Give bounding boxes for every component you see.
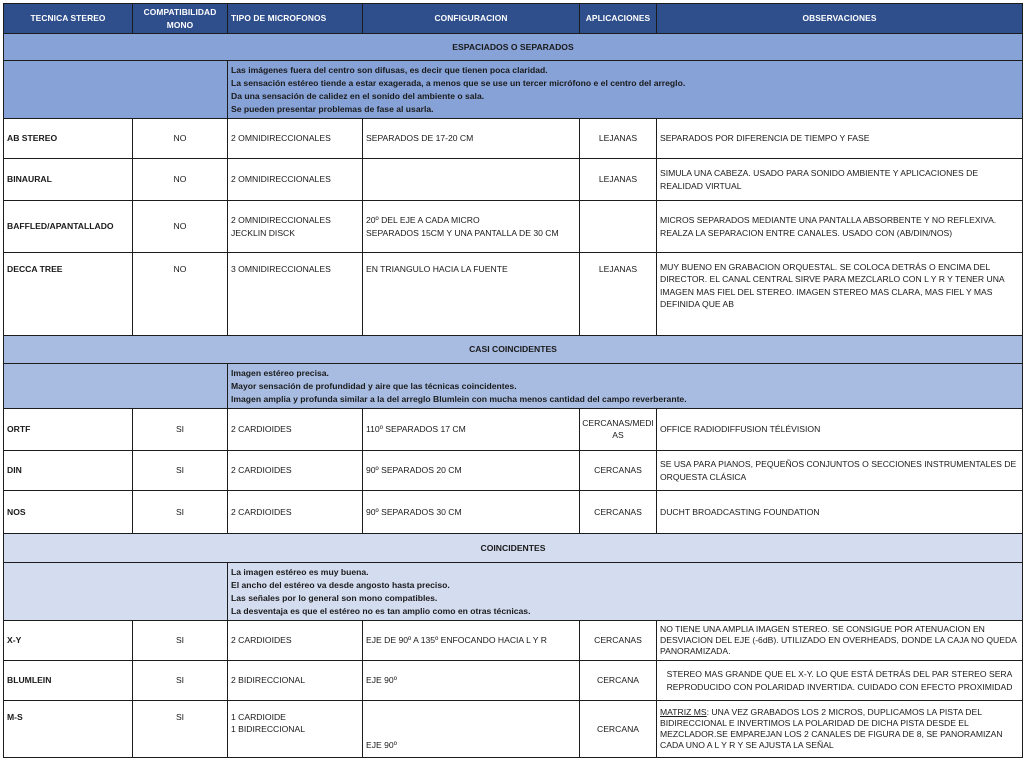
cell-compat: SI [133,661,228,701]
table-row [4,491,1023,534]
cell-config [363,701,580,758]
tipo-line: 1 CARDIOIDE [231,712,286,722]
header-compatibilidad: COMPATIBILIDAD MONO [133,4,228,34]
cell-aplic [580,201,657,253]
cell-aplic: CERCANAS [580,451,657,491]
header-tecnica: TECNICA STEREO [4,4,133,34]
note-line: Se pueden presentar problemas de fase al usarla. [231,103,434,114]
cell-tecnica: DECCA TREE [4,253,133,336]
table-row [4,451,1023,491]
header-aplicaciones: APLICACIONES [580,4,657,34]
cell-config [363,621,580,661]
cell-aplic: CERCANAS/MEDIAS [580,409,657,451]
section-band [4,534,1023,563]
note-line: Mayor sensación de profundidad y aire que las técnicas coincidentes. [231,380,517,391]
config-line: SEPARADOS DE 17-20 CM [366,133,474,144]
tipo-line: 2 CARDIOIDES [231,506,292,517]
cell-compat: SI [133,701,228,758]
cell-aplic: LEJANAS [580,119,657,159]
cell-compat: NO [133,201,228,253]
cell-compat: NO [133,159,228,201]
note-line: Imagen estéreo precisa. [231,368,329,378]
section-title: COINCIDENTES [4,534,1023,563]
note-line: La sensación estéreo tiende a estar exagerada, a menos que se use un tercer micrófono e el centro del arreglo. [231,77,686,88]
cell-tipo [228,253,363,336]
cell-config [363,119,580,159]
cell-aplic: CERCANAS [580,491,657,534]
cell-tecnica: BINAURAL [4,159,133,201]
stereo-techniques-table [3,3,1023,758]
cell-tipo [228,621,363,661]
cell-compat: SI [133,491,228,534]
section-title: ESPACIADOS O SEPARADOS [4,34,1023,61]
header-row [4,4,1023,34]
table-row [4,253,1023,336]
tipo-line: 3 OMNIDIRECCIONALES [231,264,331,274]
header-configuracion: CONFIGURACION [363,4,580,34]
cell-tecnica: BAFFLED/APANTALLADO [4,201,133,253]
note-line: Da una sensación de calidez en el sonido del ambiente o sala. [231,90,485,101]
cell-aplic: CERCANAS [580,621,657,661]
header-tipo: TIPO DE MICROFONOS [228,4,363,34]
cell-aplic: CERCANA [580,701,657,758]
cell-tipo [228,491,363,534]
cell-compat: NO [133,119,228,159]
cell-obs: MUY BUENO EN GRABACION ORQUESTAL. SE COLOCA DETRÁS O ENCIMA DEL DIRECTOR. EL CANAL CENTRAL SIRVE PARA MEZCLARLO CON L Y R Y TENER UNA IMAGEN MAS FIEL DEL STEREO. IMAGEN STEREO MAS CLARA, MAS FIEL Y MAS DEFINIDA QUE AB [657,253,1023,336]
table-row [4,409,1023,451]
table-row [4,701,1023,758]
cell-compat: SI [133,621,228,661]
cell-obs: NO TIENE UNA AMPLIA IMAGEN STEREO. SE CONSIGUE POR ATENUACION EN DESVIACION DEL EJE (-6dB). UTILIZADO EN OVERHEADS, DONDE LA CAJA NO QUEDA PANORAMIZADA. [657,621,1023,661]
cell-tecnica: NOS [4,491,133,534]
table-row [4,661,1023,701]
note-line: Imagen amplia y profunda similar a la del arreglo Blumlein con mucha menos cantidad del campo reverberante. [231,393,687,404]
cell-tecnica: AB STEREO [4,119,133,159]
config-line: 20º DEL EJE A CADA MICRO [366,215,480,226]
note-line: La imagen estéreo es muy buena. [231,567,369,577]
cell-tipo [228,119,363,159]
cell-obs [657,701,1023,758]
tipo-line: 2 CARDIOIDES [231,424,292,435]
section-notes [4,364,1023,409]
cell-obs: STEREO MAS GRANDE QUE EL X-Y. LO QUE ESTÁ DETRÁS DEL PAR STEREO SERA REPRODUCIDO CON POLARIDAD INVERTIDA. CUIDADO CON EFECTO PROXIMIDAD [657,661,1023,701]
cell-tecnica: DIN [4,451,133,491]
cell-config [363,491,580,534]
cell-obs: SEPARADOS POR DIFERENCIA DE TIEMPO Y FASE [657,119,1023,159]
tipo-line: 2 BIDIRECCIONAL [231,675,306,686]
cell-tipo [228,661,363,701]
table-row [4,119,1023,159]
section-band [4,336,1023,364]
matriz-ms-label: MATRIZ MS [660,706,707,717]
cell-compat: SI [133,451,228,491]
tipo-line: 2 CARDIOIDES [231,465,292,476]
cell-config [363,661,580,701]
cell-obs: SIMULA UNA CABEZA. USADO PARA SONIDO AMBIENTE Y APLICACIONES DE REALIDAD VIRTUAL [657,159,1023,201]
cell-config [363,451,580,491]
cell-config [363,159,580,201]
config-line: EJE DE 90º A 135º ENFOCANDO HACIA L Y R [366,635,547,646]
tipo-line: JECKLIN DISCK [231,227,295,238]
cell-aplic: LEJANAS [580,253,657,336]
tipo-line: 2 CARDIOIDES [231,635,292,646]
cell-compat: SI [133,409,228,451]
tipo-line: 1 BIDIRECCIONAL [231,724,306,735]
cell-tecnica: X-Y [4,621,133,661]
header-observaciones: OBSERVACIONES [657,4,1023,34]
section-band [4,34,1023,61]
table-row [4,621,1023,661]
tipo-line: 2 OMNIDIRECCIONALES [231,133,331,144]
section-title: CASI COINCIDENTES [4,336,1023,364]
config-line: 90º SEPARADOS 20 CM [366,465,462,476]
cell-tipo [228,451,363,491]
config-line: EJE 90º [366,675,397,686]
table-row [4,159,1023,201]
cell-config [363,253,580,336]
config-line: 110º SEPARADOS 17 CM [366,424,466,435]
cell-obs: SE USA PARA PIANOS, PEQUEÑOS CONJUNTOS O SECCIONES INSTRUMENTALES DE ORQUESTA CLÁSICA [657,451,1023,491]
cell-tipo [228,159,363,201]
note-line: Las señales por lo general son mono compatibles. [231,592,438,603]
table-row [4,201,1023,253]
cell-aplic: CERCANA [580,661,657,701]
tipo-line: 2 OMNIDIRECCIONALES [231,215,331,226]
cell-tipo [228,701,363,758]
cell-tipo [228,409,363,451]
cell-tecnica: ORTF [4,409,133,451]
cell-obs: MICROS SEPARADOS MEDIANTE UNA PANTALLA ABSORBENTE Y NO REFLEXIVA. REALZA LA SEPARACION ENTRE CANALES. USADO CON (AB/DIN/NOS) [657,201,1023,253]
cell-compat: NO [133,253,228,336]
cell-tecnica: BLUMLEIN [4,661,133,701]
config-line: SEPARADOS 15CM Y UNA PANTALLA DE 30 CM [366,227,559,238]
note-line: La desventaja es que el estéreo no es tan amplio como en otras técnicas. [231,605,531,616]
section-notes [4,563,1023,621]
cell-config [363,409,580,451]
note-line: El ancho del estéreo va desde angosto hasta preciso. [231,579,450,590]
cell-config [363,201,580,253]
config-line: EJE 90º [366,739,397,750]
note-line: Las imágenes fuera del centro son difusas, es decir que tienen poca claridad. [231,65,548,75]
obs-text: : UNA VEZ GRABADOS LOS 2 MICROS, DUPLICAMOS LA PISTA DEL BIDIRECCIONAL E INVERTIMOS LA POLARIDAD DE DICHA PISTA DESDE EL MEZCLADOR.SE EMPAREJAN LOS 2 CANALES DE FIGURA DE 8, SE PANORAMIZAN CADA UNO A L Y R Y SE AJUSTA LA SEÑAL [660,706,1003,751]
cell-obs: DUCHT BROADCASTING FOUNDATION [657,491,1023,534]
config-line: 90º SEPARADOS 30 CM [366,506,462,517]
cell-tecnica: M-S [4,701,133,758]
config-line: EN TRIANGULO HACIA LA FUENTE [366,264,508,274]
section-notes [4,61,1023,119]
cell-aplic: LEJANAS [580,159,657,201]
cell-tipo [228,201,363,253]
cell-obs: OFFICE RADIODIFFUSION TÉLÉVISION [657,409,1023,451]
tipo-line: 2 OMNIDIRECCIONALES [231,174,331,185]
